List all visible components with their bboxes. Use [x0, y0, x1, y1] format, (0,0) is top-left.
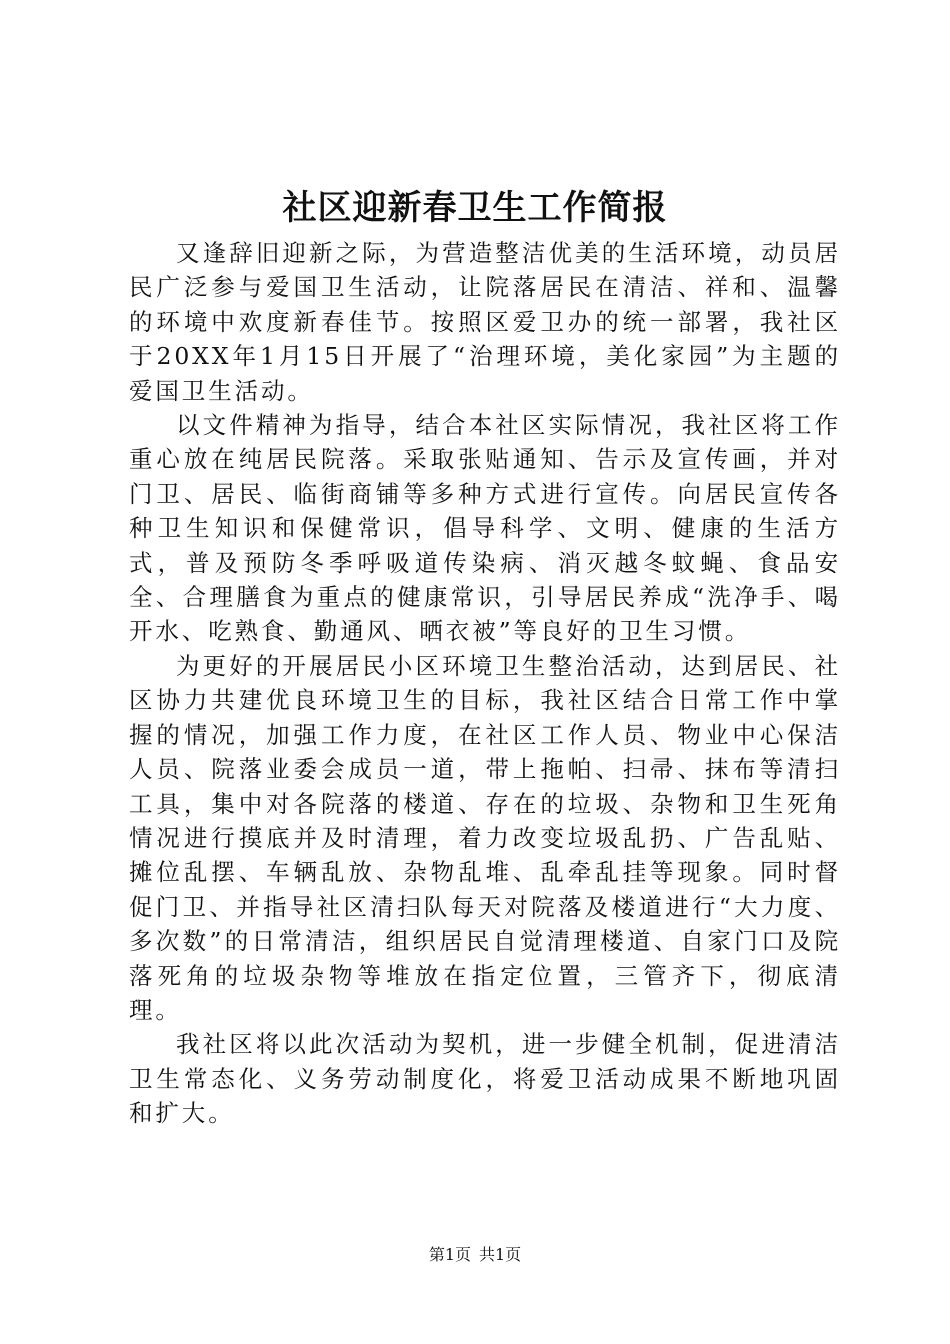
paragraph-4: 我社区将以此次活动为契机，进一步健全机制，促进清洁卫生常态化、义务劳动制度化，将爱卫活动成果不断地巩固和扩大。 — [129, 1030, 841, 1128]
document-body — [129, 236, 841, 1131]
paragraph-3: 为更好的开展居民小区环境卫生整治活动，达到居民、社区协力共建优良环境卫生的目标，我社区结合日常工作中掌握的情况，加强工作力度，在社区工作人员、物业中心保洁人员、院落业委会成员一道，带上拖帕、扫帚、抹布等清扫工具，集中对各院落的楼道、存在的垃圾、杂物和卫生死角情况进行摸底并及时清理，着力改变垃圾乱扔、广告乱贴、摊位乱摆、车辆乱放、杂物乱堆、乱牵乱挂等现象。同时督促门卫、并指导社区清扫队每天对院落及楼道进行“大力度、多次数”的日常清洁，组织居民自觉清理楼道、自家门口及院落死角的垃圾杂物等堆放在指定位置，三管齐下，彻底清理。 — [129, 651, 841, 1024]
document-title: 社区迎新春卫生工作简报 — [282, 188, 668, 228]
paragraph-2: 以文件精神为指导，结合本社区实际情况，我社区将工作重心放在纯居民院落。采取张贴通知、告示及宣传画，并对门卫、居民、临街商铺等多种方式进行宣传。向居民宣传各种卫生知识和保健常识，倡导科学、文明、健康的生活方式，普及预防冬季呼吸道传染病、消灭越冬蚊蝇、食品安全、合理膳食为重点的健康常识，引导居民养成“洗净手、喝开水、吃熟食、勤通风、晒衣被”等良好的卫生习惯。 — [129, 411, 841, 646]
page-footer — [0, 1244, 950, 1266]
page-total: 共1页 — [479, 1245, 522, 1264]
paragraph-1: 又逢辞旧迎新之际，为营造整洁优美的生活环境，动员居民广泛参与爱国卫生活动，让院落居民在清洁、祥和、温馨的环境中欢度新春佳节。按照区爱卫办的统一部署，我社区于20XX年1月15日开展了“治理环境，美化家园”为主题的爱国卫生活动。 — [129, 239, 841, 405]
page-number: 第1页 — [428, 1245, 471, 1264]
